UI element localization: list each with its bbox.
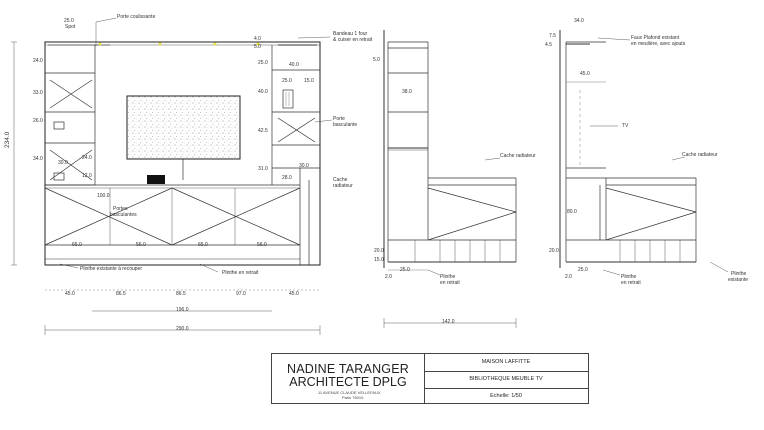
dim-right-2: 40.0	[258, 89, 268, 95]
dim-left-inner-2: 24.0	[82, 155, 92, 161]
side1-dim-bottom4: 2.0	[385, 274, 392, 280]
side2-dim-left-top: 7.5	[549, 33, 556, 39]
dim-bottom-1: 45.0	[65, 291, 75, 297]
dim-top-left: 25.0	[64, 18, 74, 24]
side2-label-faux-plafond-2: en meulière, avec ajouts	[631, 41, 686, 47]
label-plinthe-retrait: Plinthe en retrait	[222, 270, 259, 276]
dim-module-4: 56.0	[257, 242, 267, 248]
dim-left-2: 33.0	[33, 90, 43, 96]
side1-dim-top: 5.0	[373, 57, 380, 63]
dim-top-small2: 5.0	[254, 44, 261, 50]
dim-left-1: 24.0	[33, 58, 43, 64]
label-bandeau-1: Bandeau 1 four	[333, 31, 368, 37]
side2-dim-height: 80.0	[567, 209, 577, 215]
architect-name: NADINE TARANGER	[286, 362, 409, 376]
dim-top-left-sub: Spot	[65, 24, 76, 30]
side2-label-cache-radiateur: Cache radiateur	[682, 152, 718, 158]
architect-address: 11 AVENUE CLAUDE VELLEFAUX	[318, 390, 381, 395]
side2-label-plinthe-1: Plinthe	[621, 274, 637, 280]
side2-dim-top: 34.0	[574, 18, 584, 24]
dim-bottom-3: 86.5	[176, 291, 186, 297]
label-cache-radiateur-2: radiateur	[333, 183, 353, 189]
side1-label-cache-radiateur: Cache radiateur	[500, 153, 536, 159]
side2-label-faux-plafond-1: Faux Plafond existant	[631, 35, 680, 41]
dim-right-4: 31.0	[258, 166, 268, 172]
dim-module-1: 65.0	[72, 242, 82, 248]
dim-right-5: 28.0	[282, 175, 292, 181]
side2-dim-bottom2: 25.0	[578, 267, 588, 273]
label-bandeau-2: & cuiser en retrait	[333, 37, 373, 43]
dim-left-inner-1: 30.0	[58, 160, 68, 166]
dim-module-3: 65.0	[198, 242, 208, 248]
dim-right-1: 25.0	[258, 60, 268, 66]
project-name: MAISON LAFFITTE	[424, 354, 588, 372]
architect-city: Paris 75010	[342, 395, 364, 400]
label-porte-coulissante: Porte coulissante	[117, 14, 156, 20]
dim-module-2: 56.0	[136, 242, 146, 248]
label-porte-basculante-1: Porte	[333, 116, 345, 122]
label-cache-radiateur-1: Cache	[333, 177, 348, 183]
side2-label-tv: TV	[622, 123, 629, 129]
dim-right-side: 30.0	[299, 163, 309, 169]
dim-bottom-4: 97.0	[236, 291, 246, 297]
dim-bottom-2: 86.5	[116, 291, 126, 297]
label-plinthe-decalee: Plinthe existante à recouper	[80, 266, 142, 272]
side2-dim-bottom3: 2.0	[565, 274, 572, 280]
title-block-architect	[272, 354, 425, 403]
side2-label-plinthe-existante-2: existante	[728, 277, 749, 283]
side1-dim-top2: 38.0	[402, 89, 412, 95]
dim-total-width: 290.0	[176, 326, 189, 332]
side2-dim-mid: 45.0	[580, 71, 590, 77]
side1-label-plinthe-1: Plinthe	[440, 274, 456, 280]
dim-left-3: 26.0	[33, 118, 43, 124]
side2-label-plinthe-2: en retrait	[621, 280, 641, 286]
side2-dim-left-top2: 4.5	[545, 42, 552, 48]
dim-left-4: 34.0	[33, 156, 43, 162]
dim-bottom-5: 45.0	[289, 291, 299, 297]
architect-title: ARCHITECTE DPLG	[289, 375, 407, 389]
dim-right-inner-1: 40.0	[289, 62, 299, 68]
title-block	[271, 353, 589, 404]
label-portes-2: basculantes	[110, 212, 137, 218]
dim-left-inner-3: 12.0	[82, 173, 92, 179]
side1-label-plinthe-2: en retrait	[440, 280, 460, 286]
side2-dim-bottom1: 20.0	[549, 248, 559, 254]
dim-middle-row: 196.0	[176, 307, 189, 313]
drawing-name: BIBLIOTHEQUE MEUBLE TV	[424, 371, 588, 389]
dim-right-inner-2: 25.0	[282, 78, 292, 84]
dim-top-small: 4.0	[254, 36, 261, 42]
side2-label-plinthe-existante-1: Plinthe	[731, 271, 747, 277]
label-porte-basculante-2: basculante	[333, 122, 358, 128]
dim-right-3: 42.5	[258, 128, 268, 134]
side1-dim-total: 142.0	[442, 319, 455, 325]
side1-dim-bottom3: 25.0	[400, 267, 410, 273]
dim-right-inner-3: 15.0	[304, 78, 314, 84]
drawing-scale: Echelle: 1/50	[490, 393, 522, 399]
dim-tv-base: 100.0	[97, 193, 110, 199]
side1-dim-bottom1: 20.0	[374, 248, 384, 254]
side1-dim-bottom2: 15.0	[374, 257, 384, 263]
label-portes-1: Portes	[113, 206, 128, 212]
dim-overall-height: 234.0	[4, 131, 11, 148]
